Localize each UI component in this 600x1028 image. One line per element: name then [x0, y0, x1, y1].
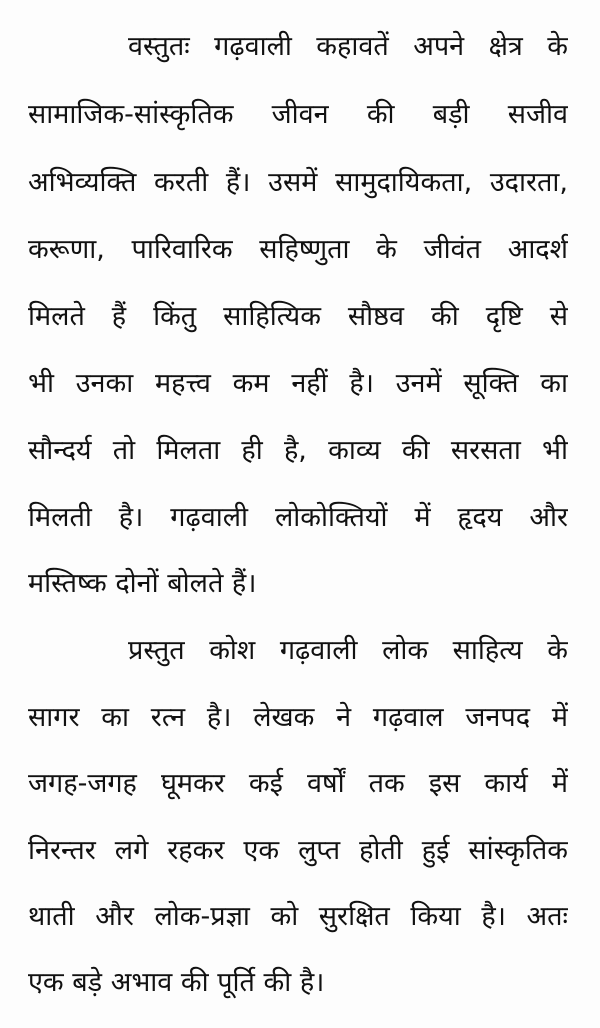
paragraph-1-line-6: भी उनका महत्त्व कम नहीं है। उनमें सूक्ति का [28, 368, 568, 399]
paragraph-2-line-2: सागर का रत्न है। लेखक ने गढ़वाल जनपद में [28, 702, 568, 733]
paragraph-2-line-6: एक बड़े अभाव की पूर्ति की है। [28, 967, 325, 998]
paragraph-2-line-5: थाती और लोक-प्रज्ञा को सुरक्षित किया है। अतः [28, 901, 568, 932]
paragraph-2-line-1: प्रस्तुत कोश गढ़वाली लोक साहित्य के [128, 635, 568, 666]
paragraph-1-line-2: सामाजिक-सांस्कृतिक जीवन की बड़ी सजीव [28, 99, 568, 130]
paragraph-1-line-7: सौन्दर्य तो मिलता ही है, काव्य की सरसता भी [28, 435, 568, 466]
paragraph-1-line-8: मिलती है। गढ़वाली लोकोक्तियों में हृदय और [28, 502, 568, 533]
paragraph-1-line-5: मिलते हैं किंतु साहित्यिक सौष्ठव की दृष्टि से [28, 301, 568, 332]
paragraph-2-line-3: जगह-जगह घूमकर कई वर्षों तक इस कार्य में [28, 768, 568, 799]
paragraph-2-line-4: निरन्तर लगे रहकर एक लुप्त होती हुई सांस्कृतिक [28, 835, 568, 866]
paragraph-1-line-1: वस्तुतः गढ़वाली कहावतें अपने क्षेत्र के [128, 31, 568, 62]
paragraph-1-line-4: करूणा, पारिवारिक सहिष्णुता के जीवंत आदर्श [28, 234, 568, 265]
paragraph-1-line-3: अभिव्यक्ति करती हैं। उसमें सामुदायिकता, उदारता, [28, 167, 568, 198]
paragraph-1-line-9: मस्तिष्क दोनों बोलते हैं। [28, 568, 257, 599]
